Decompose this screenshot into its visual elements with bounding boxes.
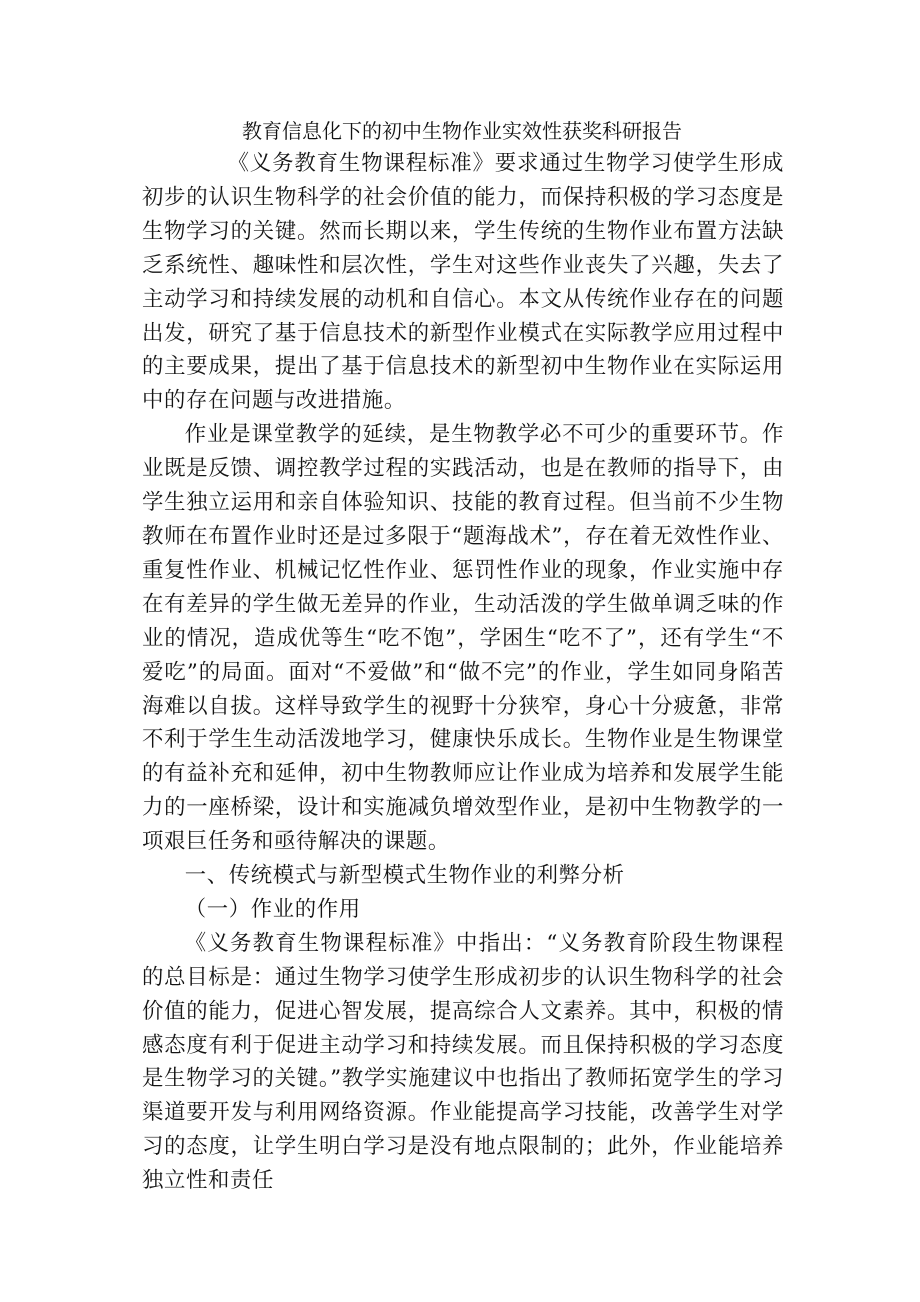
body-paragraph-continued: 《义务教育生物课程标准》中指出：“义务教育阶段生物课程的总目标是：通过生物学习使学生形成初步的认识生物科学的社会价值的能力，促进心智发展，提高综合人文素养。其中，积极的情感态度有利于促进主动学习和持续发展。而且保持积极的学习态度是生物学习的关键。”教学实施建议中也指出了教师拓宽学生的学习渠道要开发与利用网络资源。作业能提高学习技能，改善学生对学习的态度，让学生明白学习是没有地点限制的；此外，作业能培养独立性和责任 bbox=[142, 930, 784, 1194]
document-body bbox=[142, 147, 784, 1198]
intro-paragraph: 《义务教育生物课程标准》要求通过生物学习使学生形成初步的认识生物科学的社会价值的能力，而保持积极的学习态度是生物学习的关键。然而长期以来，学生传统的生物作业布置方法缺乏系统性、趣味性和层次性，学生对这些作业丧失了兴趣，失去了主动学习和持续发展的动机和自信心。本文从传统作业存在的问题出发，研究了基于信息技术的新型作业模式在实际教学应用过程中的主要成果，提出了基于信息技术的新型初中生物作业在实际运用中的存在问题与改进措施。 bbox=[142, 151, 784, 414]
body-paragraph: 作业是课堂教学的延续，是生物教学必不可少的重要环节。作业既是反馈、调控教学过程的实践活动，也是在教师的指导下，由学生独立运用和亲自体验知识、技能的教育过程。但当前不少生物教师在布置作业时还是过多限于“题海战术”，存在着无效性作业、重复性作业、机械记忆性作业、惩罚性作业的现象，作业实施中存在有差异的学生做无差异的作业，生动活泼的学生做单调乏味的作业的情况，造成优等生“吃不饱”，学困生“吃不了”，还有学生“不爱吃”的局面。面对“不爱做”和“做不完”的作业，学生如同身陷苦海难以自拔。这样导致学生的视野十分狭窄，身心十分疲惫，非常不利于学生生动活泼地学习，健康快乐成长。生物作业是生物课堂的有益补充和延伸，初中生物教师应让作业成为培养和发展学生能力的一座桥梁，设计和实施减负增效型作业，是初中生物教学的一项艰巨任务和亟待解决的课题。 bbox=[142, 422, 784, 855]
subsection-heading: （一）作业的作用 bbox=[184, 896, 361, 922]
document-title: 教育信息化下的初中生物作业实效性获奖科研报告 bbox=[242, 119, 682, 143]
section-heading: 一、传统模式与新型模式生物作业的利弊分析 bbox=[184, 863, 625, 889]
